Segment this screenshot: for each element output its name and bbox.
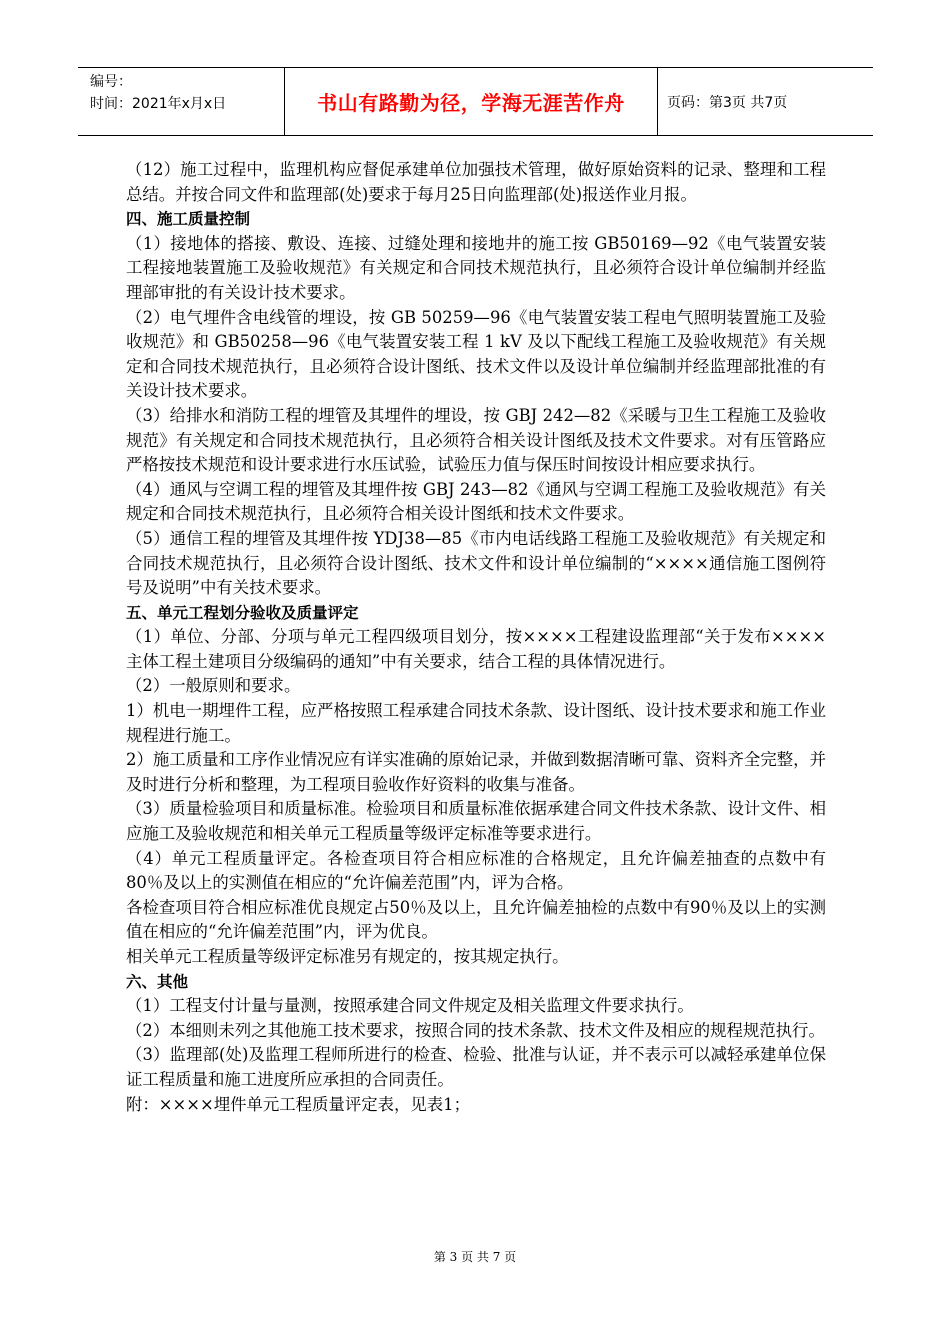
body-paragraph: （4）单元工程质量评定。各检查项目符合相应标准的合格规定，且允许偏差抽查的点数中有80％及以上的实测值在相应的“允许偏差范围”内，评为合格。 xyxy=(126,848,826,893)
page-header xyxy=(78,67,873,136)
body-paragraph: （2）电气埋件含电线管的埋设，按 GB 50259—96《电气装置安装工程电气照明装置施工及验收规范》和 GB50258—96《电气装置安装工程 1 kV 及以下配线工程施工及验收规范》有关规定和合同技术规范执行，且必须符合设计图纸、技术文件以及设计单位编制并经监理部批准的有关设计技术要求。 xyxy=(126,307,826,401)
body-paragraph: （3）质量检验项目和质量标准。检验项目和质量标准依据承建合同文件技术条款、设计文件、相应施工及验收规范和相关单元工程质量等级评定标准等要求进行。 xyxy=(126,799,826,844)
body-paragraph: （12）施工过程中，监理机构应督促承建单位加强技术管理，做好原始资料的记录、整理和工程总结。并按合同文件和监理部(处)要求于每月25日向监理部(处)报送作业月报。 xyxy=(126,160,826,204)
body-paragraph: （4）通风与空调工程的埋管及其埋件按 GBJ 243—82《通风与空调工程施工及验收规范》有关规定和合同技术规范执行，且必须符合相关设计图纸和技术文件要求。 xyxy=(126,479,826,524)
page-footer xyxy=(0,1248,950,1265)
body-paragraph: 2）施工质量和工序作业情况应有详实准确的原始记录，并做到数据清晰可靠、资料齐全完整，并及时进行分析和整理，为工程项目验收作好资料的收集与准备。 xyxy=(126,750,826,794)
body-paragraph: （5）通信工程的埋管及其埋件按 YDJ38—85《市内电话线路工程施工及验收规范》有关规定和合同技术规范执行，且必须符合设计图纸、技术文件和设计单位编制的“××××通信施工图例符号及说明”中有关技术要求。 xyxy=(126,528,826,598)
section-heading: 四、施工质量控制 xyxy=(126,210,251,229)
body-paragraph: 1）机电一期埋件工程，应严格按照工程承建合同技术条款、设计图纸、设计技术要求和施工作业规程进行施工。 xyxy=(126,701,826,745)
header-meta xyxy=(78,68,285,135)
section-heading: 六、其他 xyxy=(126,972,189,991)
document-date: 时间：2021年x月x日 xyxy=(90,96,227,112)
body-paragraph: （2）本细则未列之其他施工技术要求，按照合同的技术条款、技术文件及相应的规程规范执行。 xyxy=(126,1020,825,1040)
body-paragraph: 附：××××埋件单元工程质量评定表，见表1； xyxy=(126,1094,471,1114)
body-paragraph: （1）单位、分部、分项与单元工程四级项目划分，按××××工程建设监理部“关于发布××××主体工程土建项目分级编码的通知”中有关要求，结合工程的具体情况进行。 xyxy=(126,627,826,671)
header-motto: 书山有路勤为径，学海无涯苦作舟 xyxy=(317,91,625,115)
header-motto-cell xyxy=(285,68,658,135)
document-body xyxy=(126,158,826,1117)
section-heading: 五、单元工程划分验收及质量评定 xyxy=(126,603,359,622)
body-paragraph: （1）接地体的搭接、敷设、连接、过缝处理和接地井的施工按 GB50169—92《电气装置安装工程接地装置施工及验收规范》有关规定和合同技术规范执行，且必须符合设计单位编制并经监理部审批的有关设计技术要求。 xyxy=(126,233,826,302)
header-page-info: 页码：第3页 共7页 xyxy=(667,94,788,111)
header-page-info-cell xyxy=(658,68,873,135)
body-paragraph: （2）一般原则和要求。 xyxy=(126,676,301,696)
body-paragraph: 各检查项目符合相应标准优良规定占50％及以上，且允许偏差抽检的点数中有90％及以上的实测值在相应的“允许偏差范围”内，评为优良。 xyxy=(126,897,826,942)
document-number-label: 编号： xyxy=(90,74,132,90)
footer-page-number: 第 3 页 共 7 页 xyxy=(433,1250,517,1264)
body-paragraph: （3）监理部(处)及监理工程师所进行的检查、检验、批准与认证，并不表示可以减轻承建单位保证工程质量和施工进度所应承担的合同责任。 xyxy=(126,1045,826,1089)
body-paragraph: 相关单元工程质量等级评定标准另有规定的，按其规定执行。 xyxy=(126,947,569,966)
body-paragraph: （3）给排水和消防工程的埋管及其埋件的埋设，按 GBJ 242—82《采暖与卫生工程施工及验收规范》有关规定和合同技术规范执行，且必须符合相关设计图纸及技术文件要求。对有压管路应严格按技术规范和设计要求进行水压试验，试验压力值与保压时间按设计相应要求执行。 xyxy=(126,405,826,475)
body-paragraph: （1）工程支付计量与量测，按照承建合同文件规定及相关监理文件要求执行。 xyxy=(126,996,694,1016)
